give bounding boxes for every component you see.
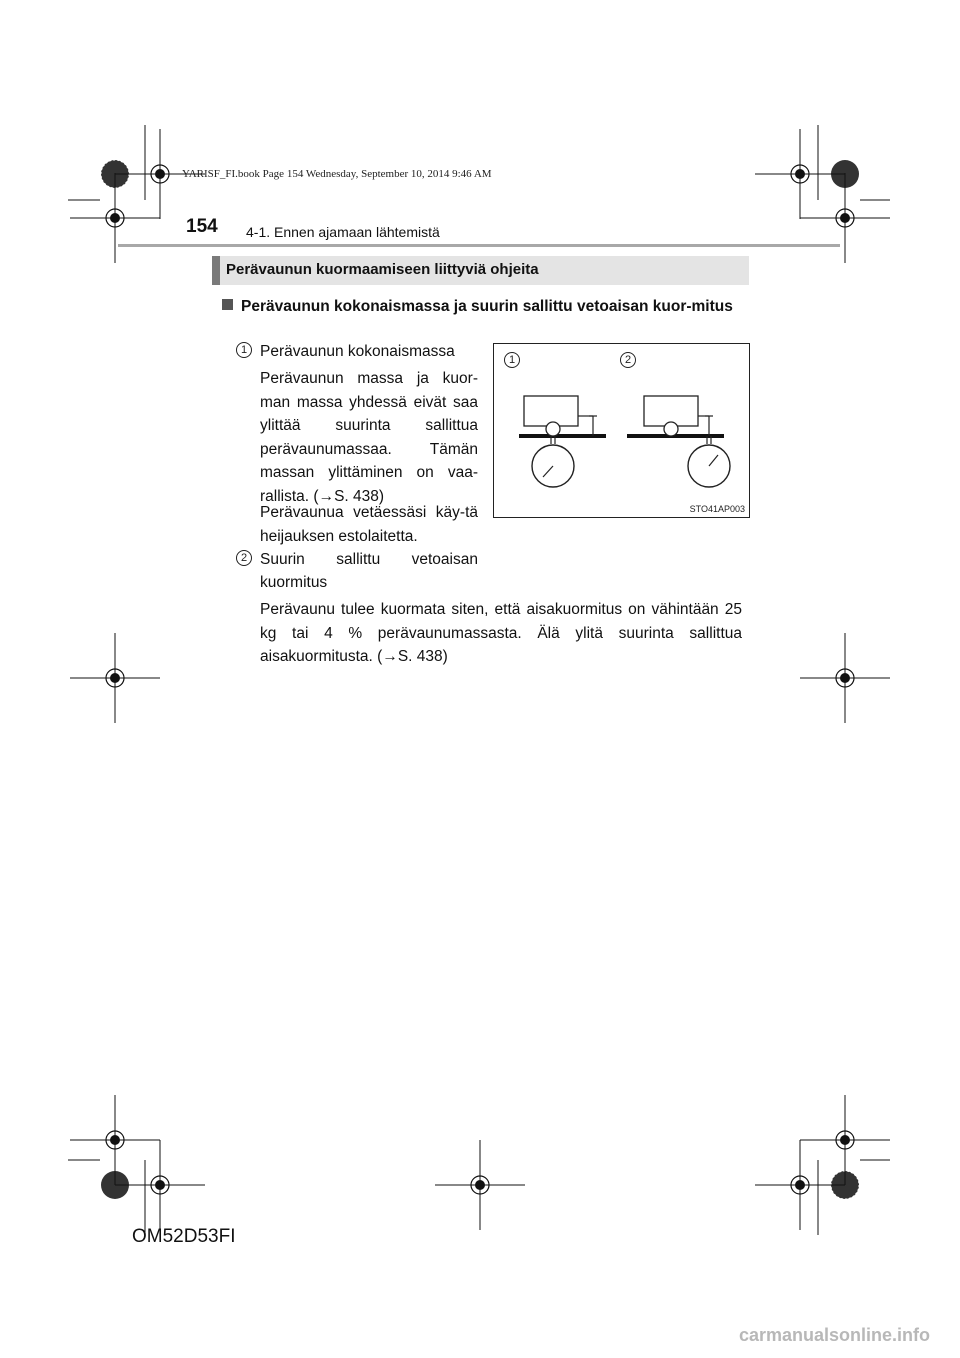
square-bullet-icon (222, 299, 233, 310)
number-1-icon: 1 (236, 342, 252, 358)
document-code: OM52D53FI (132, 1226, 236, 1247)
item-paragraph: Perävaunun massa ja kuor-man massa yhdessä eivät saa ylittää suurinta sallittua perävaunumassaa. Tämän massan ylittäminen on vaa-rallista. (→S. 438) (260, 370, 478, 505)
figure-label-2-icon: 2 (620, 352, 636, 368)
subheading-text: Perävaunun kokonaismassa ja suurin sallittu vetoaisan kuor-mitus (241, 298, 733, 315)
page-number: 154 (186, 216, 218, 237)
subheading (222, 295, 750, 319)
crosshair-mark (70, 1095, 160, 1185)
crosshair-mark (800, 633, 890, 723)
number-2-icon: 2 (236, 550, 252, 566)
crosshair-mark (70, 633, 160, 723)
figure-code: STO41AP003 (689, 504, 745, 514)
item-paragraph: Perävaunu tulee kuormata siten, että aisakuormitus on vähintään 25 kg tai 4 % perävaunumassasta. Älä ylitä suurinta sallittua aisakuormitusta. (→S. 438) (260, 601, 742, 665)
crosshair-mark (435, 1140, 525, 1230)
trailer-wheel-2 (664, 422, 678, 436)
item-title: Suurin sallittu vetoaisan kuormitus (260, 551, 478, 591)
trailer-scale-illustration (494, 344, 749, 517)
crosshair-mark (800, 173, 890, 263)
crosshair-mark (755, 1140, 845, 1230)
item-title: Perävaunun kokonaismassa (260, 343, 455, 360)
item-paragraph: Perävaunua vetäessäsi käy-tä heijauksen estolaitetta. (260, 504, 478, 545)
figure-label-1-icon: 1 (504, 352, 520, 368)
trailer-wheel-1 (546, 422, 560, 436)
trailer-weight-figure (493, 343, 750, 518)
section-title: Perävaunun kuormaamiseen liittyviä ohjeita (226, 261, 539, 278)
crosshair-mark (800, 1095, 890, 1185)
crosshair-mark (70, 173, 160, 263)
header-rule (118, 244, 840, 247)
book-info: YARISF_FI.book Page 154 Wednesday, September 10, 2014 9:46 AM (182, 168, 492, 180)
watermark: carmanualsonline.info (738, 1325, 930, 1345)
crosshair-mark (115, 1140, 205, 1230)
chapter-title: 4-1. Ennen ajamaan lähtemistä (246, 224, 440, 240)
crosshair-mark (755, 129, 845, 219)
trailer-body-1 (524, 396, 578, 426)
